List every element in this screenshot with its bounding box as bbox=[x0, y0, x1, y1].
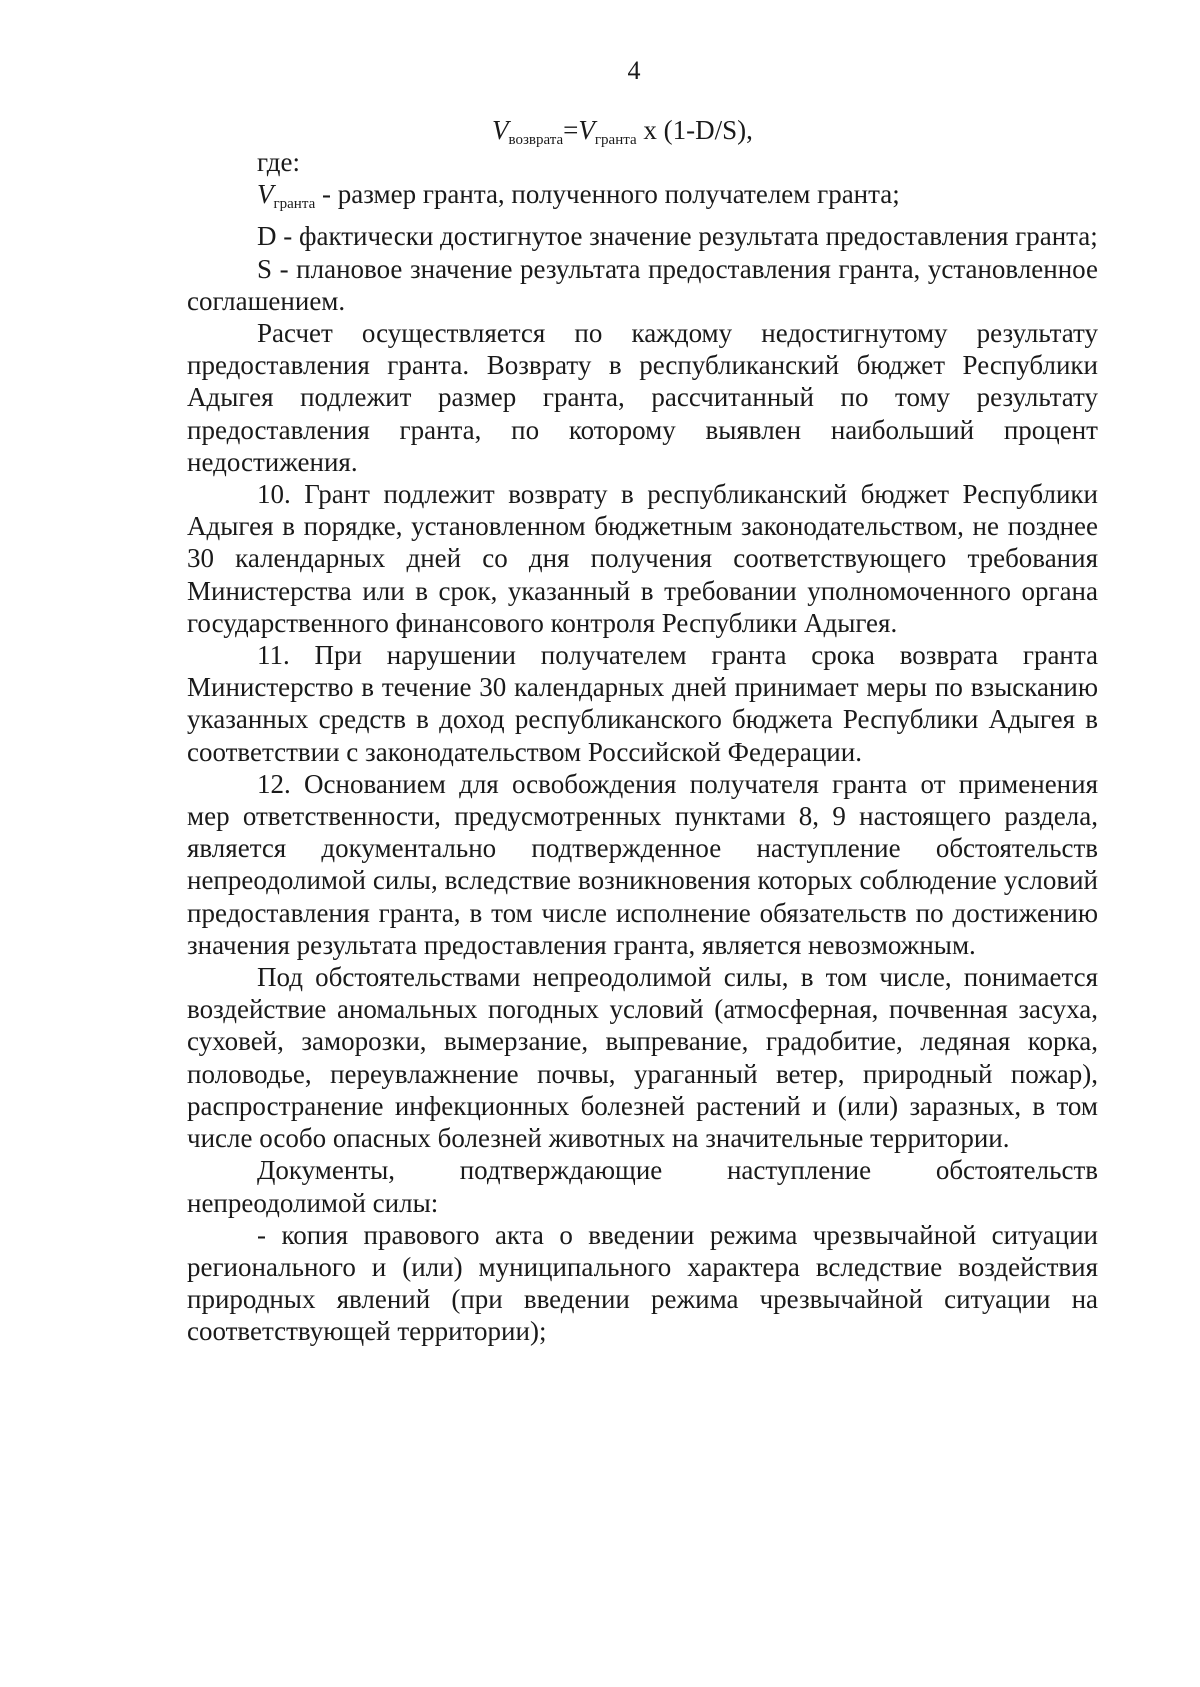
formula-v-symbol: V bbox=[492, 115, 509, 145]
paragraph-item-10: 10. Грант подлежит возврату в республиканский бюджет Республики Адыгея в порядке, установленном бюджетным законодательством, не позднее 30 календарных дней со дня получения соответствующего требования Министерства или в срок, указанный в требовании уполномоченного органа государственного финансового контроля Республики Адыгея. bbox=[187, 479, 1098, 638]
where-label: где: bbox=[257, 147, 300, 177]
paragraph-item-12: 12. Основанием для освобождения получателя гранта от применения мер ответственности, предусмотренных пунктами 8, 9 настоящего раздела, является документально подтвержденное наступление обстоятельств непреодолимой силы, вследствие возникновения которых соблюдение условий предоставления гранта, в том числе исполнение обязательств по достижению значения результата предоставления гранта, является невозможным. bbox=[187, 768, 1098, 960]
definition-v-symbol: V bbox=[257, 179, 274, 210]
page-number: 4 bbox=[627, 56, 641, 85]
paragraph-documents: Документы, подтверждающие наступление обстоятельств непреодолимой силы: bbox=[187, 1155, 1098, 1218]
paragraph-item-11: 11. При нарушении получателем гранта срока возврата гранта Министерство в течение 30 календарных дней принимает меры по взысканию указанных средств в доход республиканского бюджета Республики Адыгея в соответствии с законодательством Российской Федерации. bbox=[187, 640, 1098, 767]
definition-v-text: - размер гранта, полученного получателем гранта; bbox=[315, 179, 900, 210]
definition-v-subscript: гранта bbox=[273, 196, 316, 213]
paragraph-calculation: Расчет осуществляется по каждому недостигнутому результату предоставления гранта. Возврату в республиканский бюджет Республики Адыгея подлежит размер гранта, рассчитанный по тому результату предоставления гранта, по которому выявлен наибольший процент недостижения. bbox=[187, 318, 1098, 477]
formula-v-symbol-right: V bbox=[578, 115, 595, 145]
definition-s: S - плановое значение результата предоставления гранта, установленное соглашением. bbox=[187, 253, 1098, 316]
paragraph-force-majeure: Под обстоятельствами непреодолимой силы, в том числе, понимается воздействие аномальных погодных условий (атмосферная, почвенная засуха, суховей, заморозки, вымерзание, выпревание, градобитие, ледяная корка, половодье, переувлажнение почвы, ураганный ветер, природный пожар), распространение инфекционных болезней растений и (или) заразных, в том числе особо опасных болезней животных на значительные территории. bbox=[187, 962, 1098, 1154]
definition-d: D - фактически достигнутое значение результата предоставления гранта; bbox=[257, 221, 1098, 252]
document-body bbox=[187, 146, 1098, 1348]
formula-rest: x (1-D/S), bbox=[636, 115, 753, 145]
definition-v-grant bbox=[187, 178, 1098, 220]
formula-right-subscript: гранта bbox=[594, 132, 637, 148]
formula-left-subscript: возврата bbox=[508, 132, 564, 148]
formula-equals: = bbox=[563, 115, 579, 145]
paragraph-documents-item-1: - копия правового акта о введении режима чрезвычайной ситуации регионального и (или) муниципального характера вследствие воздействия природных явлений (при введении режима чрезвычайной ситуации на соответствующей территории); bbox=[187, 1219, 1098, 1347]
